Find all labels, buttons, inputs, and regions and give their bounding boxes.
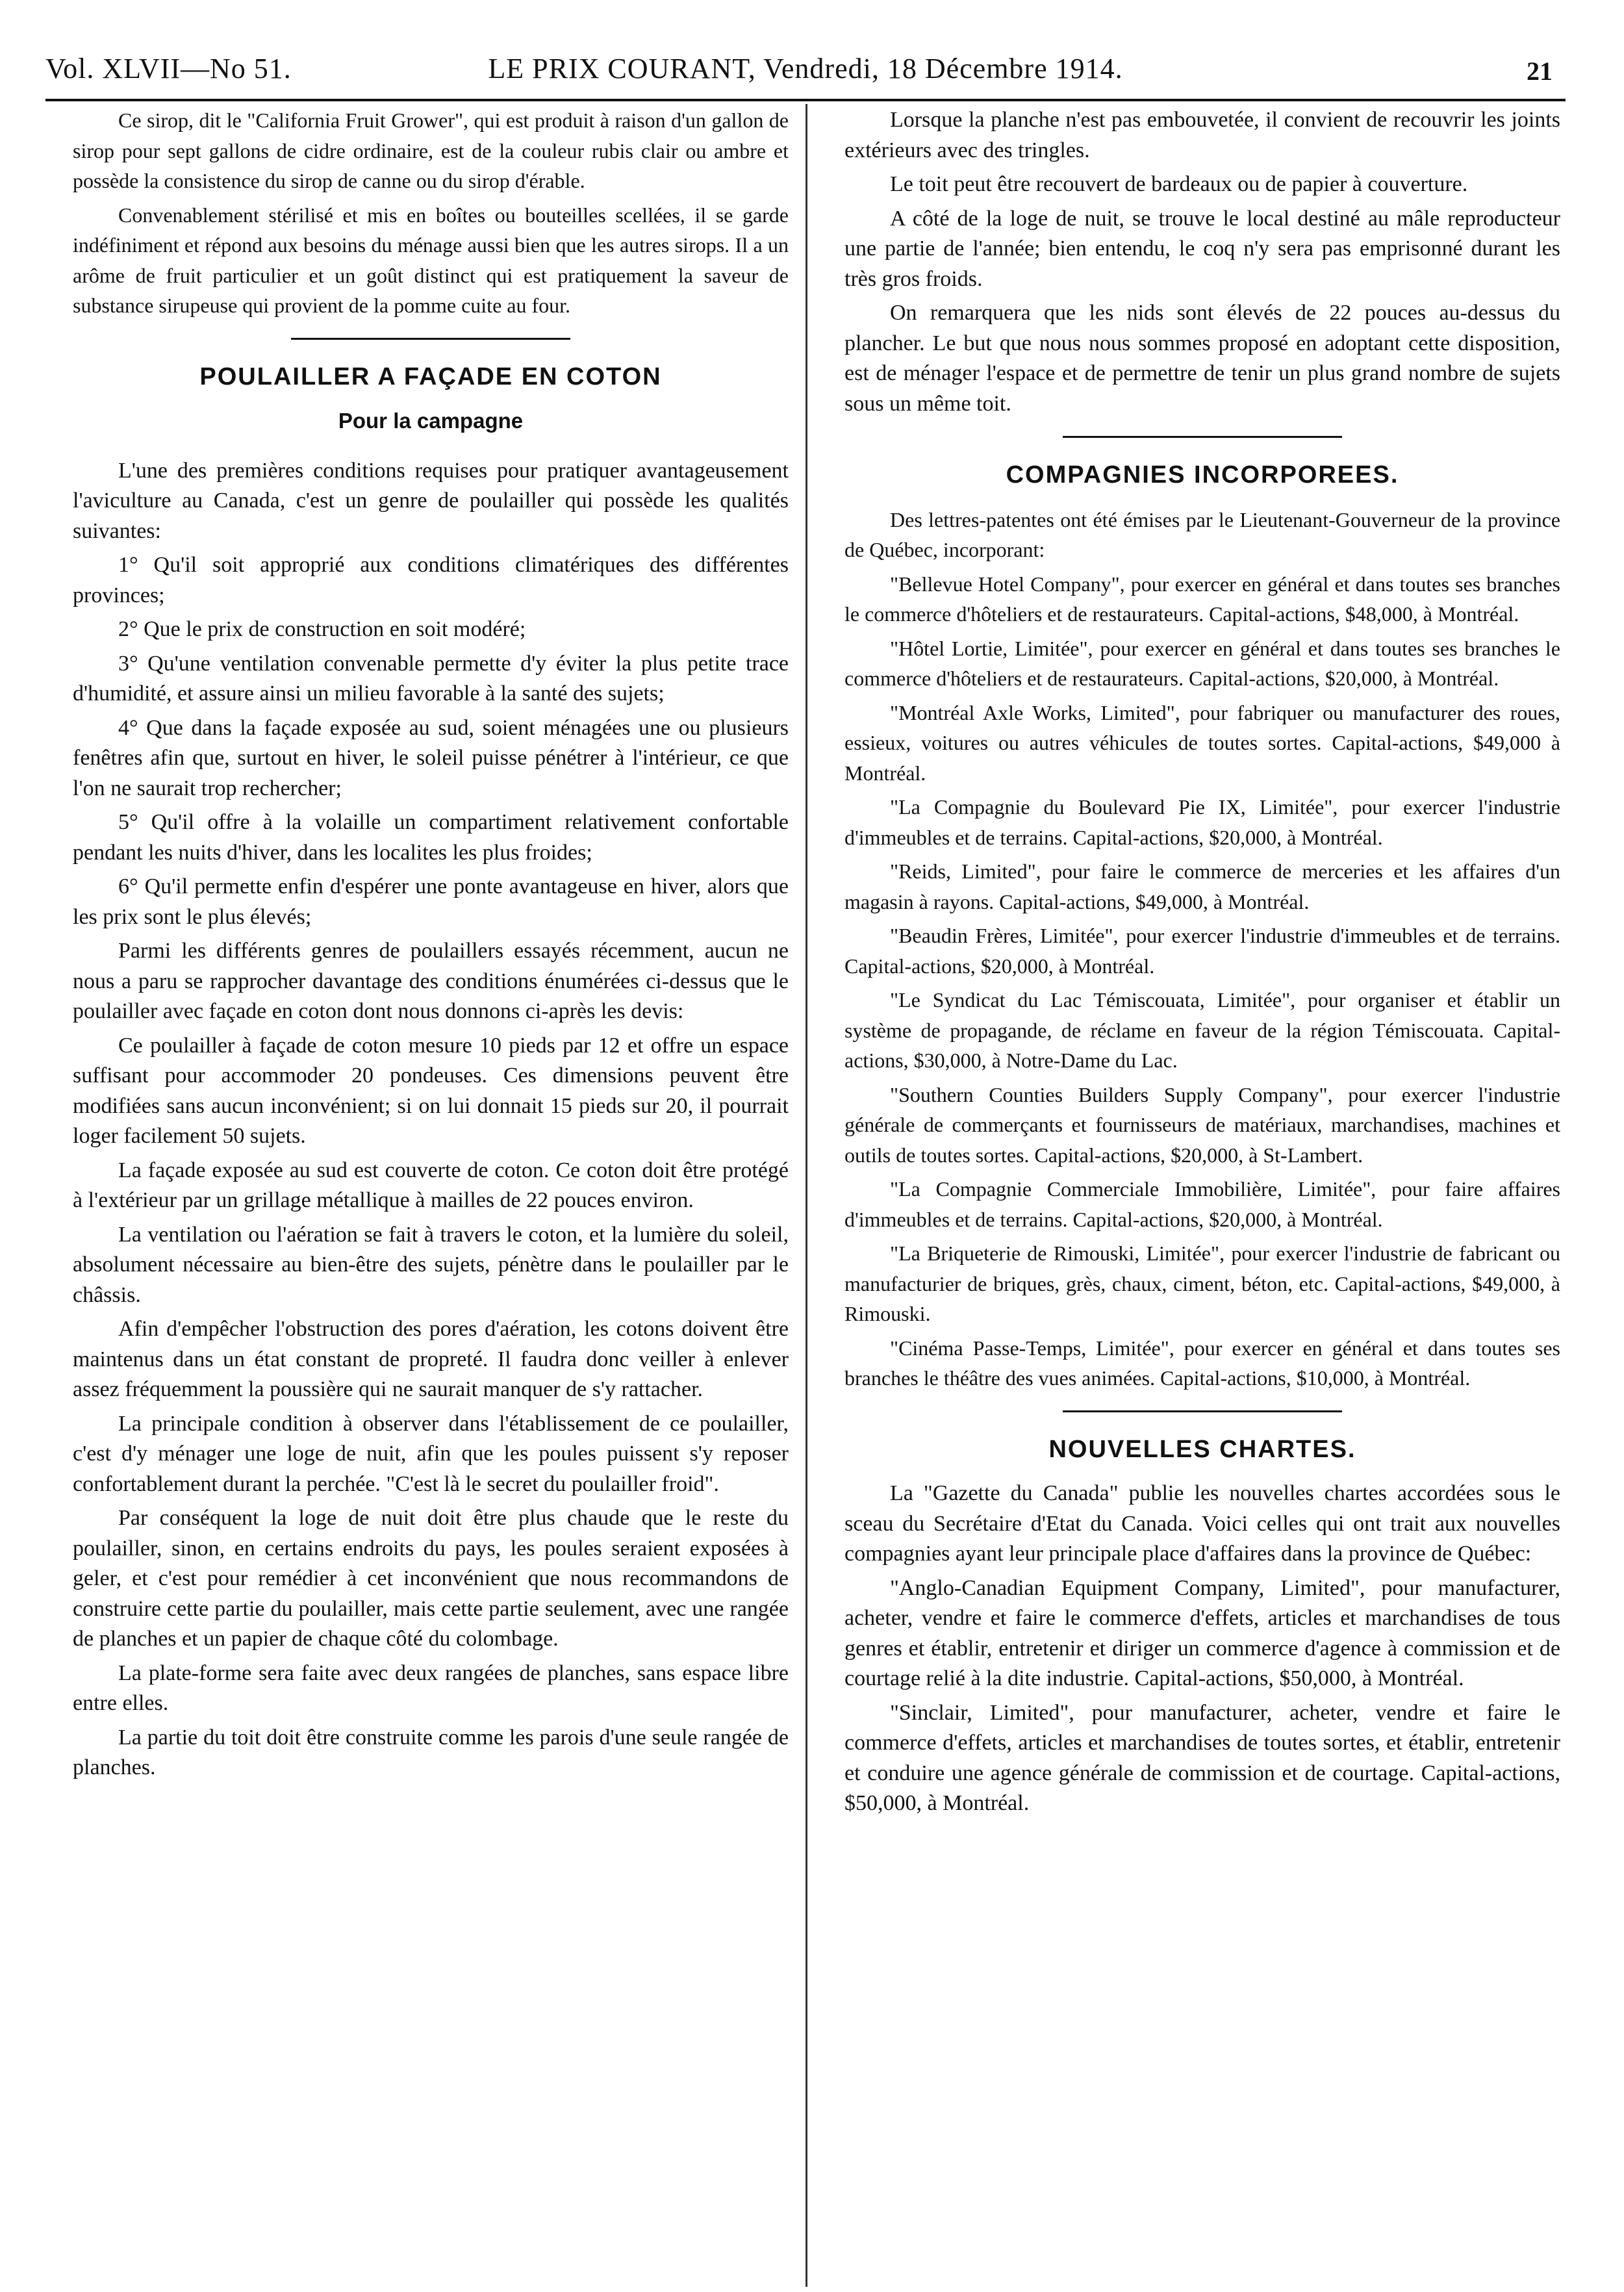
publication-title: LE PRIX COURANT, Vendredi, 18 Décembre 1914. xyxy=(488,53,1123,84)
section-compagnies-body xyxy=(844,505,1560,1394)
paragraph: L'une des premières conditions requises pour pratiquer avantageusement l'aviculture au Canada, c'est un genre de poulailler qui possède les qualités suivantes: xyxy=(73,458,789,543)
article-subtitle: Pour la campagne xyxy=(338,409,524,433)
section-chartes-body xyxy=(844,1479,1560,1819)
right-column xyxy=(844,105,1560,2262)
paragraph: "Beaudin Frères, Limitée", pour exercer l'industrie d'immeubles et de terrains. Capital-actions, $20,000, à Montréal. xyxy=(844,924,1560,978)
column-divider xyxy=(806,104,807,2287)
volume-number: Vol. XLVII—No 51. xyxy=(45,53,292,84)
paragraph: "Anglo-Canadian Equipment Company, Limited", pour manufacturer, acheter, vendre et faire le commerce d'effets, articles et marchandises de tous genres et établir, entretenir et diriger un commerce d'agence à commission et de courtage relié à la dite industrie. Capital-actions, $50,000, à Montréal. xyxy=(844,1575,1560,1690)
paragraph: La façade exposée au sud est couverte de coton. Ce coton doit être protégé à l'extérieur par un grillage métallique à mailles de 22 pouces environ. xyxy=(73,1158,789,1212)
paragraph: 6° Qu'il permette enfin d'espérer une ponte avantageuse en hiver, alors que les prix sont le plus élevés; xyxy=(73,874,789,929)
paragraph: Par conséquent la loge de nuit doit être plus chaude que le reste du poulailler, sinon, en certains endroits du pays, les poules seraient exposées à geler, et c'est pour remédier à cet inconvénient que nous recommandons de construire cette partie du poulailler, mais cette partie seulement, avec une rangée de planches et un papier de chaque côté du colombage. xyxy=(73,1506,789,1651)
paragraph: "La Briqueterie de Rimouski, Limitée", pour exercer l'industrie de fabricant ou manufacturier de briques, grès, chaux, ciment, béton, etc. Capital-actions, $49,000, à Rimouski. xyxy=(844,1242,1560,1325)
paragraph: "Hôtel Lortie, Limitée", pour exercer en général et dans toutes ses branches le commerce d'hôteliers et de restaurateurs. Capital-actions, $20,000, à Montréal. xyxy=(844,636,1560,690)
paragraph: La partie du toit doit être construite comme les parois d'une seule rangée de planches. xyxy=(73,1725,789,1779)
paragraph: "Montréal Axle Works, Limited", pour fabriquer ou manufacturer des roues, essieux, voitures ou autres véhicules de toutes sortes. Capital-actions, $49,000 à Montréal. xyxy=(844,700,1560,785)
section-title-compagnies: COMPAGNIES INCORPOREES. xyxy=(1006,461,1399,489)
paragraph: Afin d'empêcher l'obstruction des pores d'aération, les cotons doivent être maintenus dans un état constant de propreté. Il faudra donc veiller à enlever assez fréquemment la poussière qui ne saurait manquer de s'y rattacher. xyxy=(73,1317,789,1401)
paragraph: "Bellevue Hotel Company", pour exercer en général et dans toutes ses branches le commerce d'hôteliers et de restaurateurs. Capital-actions, $48,000, à Montréal. xyxy=(844,572,1560,626)
page-header xyxy=(45,47,1566,101)
paragraph: "Sinclair, Limited", pour manufacturer, acheter, vendre et faire le commerce d'effets, articles et marchandises de toutes sortes, et établir, entretenir et conduire une agence générale de commission et de courtage. Capital-actions, $50,000, à Montréal. xyxy=(844,1700,1560,1815)
left-column xyxy=(73,105,789,2262)
article-body xyxy=(73,456,789,1783)
separator-rule xyxy=(291,338,570,340)
paragraph: "Reids, Limited", pour faire le commerce de merceries et les affaires d'un magasin à rayons. Capital-actions, $49,000, à Montréal. xyxy=(844,860,1560,913)
paragraph: 1° Qu'il soit approprié aux conditions climatériques des différentes provinces; xyxy=(73,553,789,607)
paragraph: Ce sirop, dit le "California Fruit Grower", qui est produit à raison d'un gallon de sirop pour sept gallons de cidre ordinaire, est de la couleur rubis clair ou ambre et possède la consistence du sirop de canne ou du sirop d'érable. xyxy=(73,108,789,192)
paragraph: La "Gazette du Canada" publie les nouvelles chartes accordées sous le sceau du Secrétaire d'Etat du Canada. Voici celles qui ont trait aux nouvelles compagnies ayant leur principale place d'affaires dans la province de Québec: xyxy=(844,1481,1560,1566)
paragraph: "La Compagnie du Boulevard Pie IX, Limitée", pour exercer l'industrie d'immeubles et de terrains. Capital-actions, $20,000, à Montréal. xyxy=(844,795,1560,849)
paragraph: "La Compagnie Commerciale Immobilière, Limitée", pour faire affaires d'immeubles et de terrains. Capital-actions, $20,000, à Montréal. xyxy=(844,1177,1560,1231)
paragraph: 4° Que dans la façade exposée au sud, soient ménagées une ou plusieurs fenêtres afin que, surtout en hiver, le soleil puisse pénétrer à l'intérieur, ce que l'on ne saurait trop rechercher; xyxy=(73,715,789,800)
paragraph: Lorsque la planche n'est pas embouvetée, il convient de recouvrir les joints extérieurs avec des tringles. xyxy=(844,108,1560,162)
paragraph: Le toit peut être recouvert de bardeaux ou de papier à couverture. xyxy=(890,172,1468,196)
section-title-chartes: NOUVELLES CHARTES. xyxy=(1048,1435,1356,1463)
paragraph: Ce poulailler à façade de coton mesure 10 pieds par 12 et offre un espace suffisant pour accommoder 20 pondeuses. Ces dimensions peuvent être modifiées sans aucun inconvénient; si on lui donnait 15 pieds sur 20, il pourrait loger facilement 50 sujets. xyxy=(73,1033,789,1148)
paragraph: 3° Qu'une ventilation convenable permette d'y éviter la plus petite trace d'humidité, et assure ainsi un milieu favorable à la santé des sujets; xyxy=(73,651,789,706)
separator-rule xyxy=(1063,436,1342,438)
paragraph: La plate-forme sera faite avec deux rangées de planches, sans espace libre entre elles. xyxy=(73,1661,789,1715)
paragraph: Parmi les différents genres de poulaillers essayés récemment, aucun ne nous a paru se rapprocher davantage des conditions énumérées ci-dessus que le poulailler avec façade en coton dont nous donnons ci-après les devis: xyxy=(73,939,789,1023)
paragraph: La principale condition à observer dans l'établissement de ce poulailler, c'est d'y ménager une loge de nuit, afin que les poules puissent s'y reposer confortablement durant la perchée. "C'est là le secret du poulailler froid". xyxy=(73,1411,789,1496)
article-title: POULAILLER A FAÇADE EN COTON xyxy=(199,363,662,390)
paragraph: "Le Syndicat du Lac Témiscouata, Limitée", pour organiser et établir un système de propagande, de réclame en faveur de la région Témiscouata. Capital-actions, $30,000, à Notre-Dame du Lac. xyxy=(844,988,1560,1072)
separator-rule xyxy=(1063,1410,1342,1412)
paragraph: A côté de la loge de nuit, se trouve le local destiné au mâle reproducteur une partie de l'année; bien entendu, le coq n'y sera pas emprisonné durant les très gros froids. xyxy=(844,206,1560,291)
paragraph: "Cinéma Passe-Temps, Limitée", pour exercer en général et dans toutes ses branches le théâtre des vues animées. Capital-actions, $10,000, à Montréal. xyxy=(844,1336,1560,1390)
right-intro xyxy=(844,105,1560,419)
paragraph: Convenablement stérilisé et mis en boîtes ou bouteilles scellées, il se garde indéfiniment et répond aux besoins du ménage aussi bien que les autres sirops. Il a un arôme de fruit particulier et un goût distinct qui est pratiquement la saveur de substance sirupeuse qui provient de la pomme cuite au four. xyxy=(73,203,789,317)
paragraph: "Southern Counties Builders Supply Company", pour exercer l'industrie générale de commerçants et fournisseurs de matériaux, marchandises, machines et outils de toutes sortes. Capital-actions, $20,000, à St-Lambert. xyxy=(844,1082,1560,1167)
paragraph: On remarquera que les nids sont élevés de 22 pouces au-dessus du plancher. Le but que nous nous sommes proposé en adoptant cette disposition, est de ménager l'espace et de permettre de tenir un plus grand nombre de sujets sous un même toit. xyxy=(844,301,1560,416)
page-number: 21 xyxy=(1527,57,1553,86)
paragraph: La ventilation ou l'aération se fait à travers le coton, et la lumière du soleil, absolument nécessaire au bien-être des sujets, pénètre dans le poulailler par le châssis. xyxy=(73,1222,789,1307)
paragraph: Des lettres-patentes ont été émises par le Lieutenant-Gouverneur de la province de Québec, incorporant: xyxy=(844,507,1560,561)
paragraph: 2° Que le prix de construction en soit modéré; xyxy=(118,617,526,641)
left-intro xyxy=(73,105,789,321)
paragraph: 5° Qu'il offre à la volaille un compartiment relativement confortable pendant les nuits d'hiver, dans les localites les plus froides; xyxy=(73,810,789,865)
